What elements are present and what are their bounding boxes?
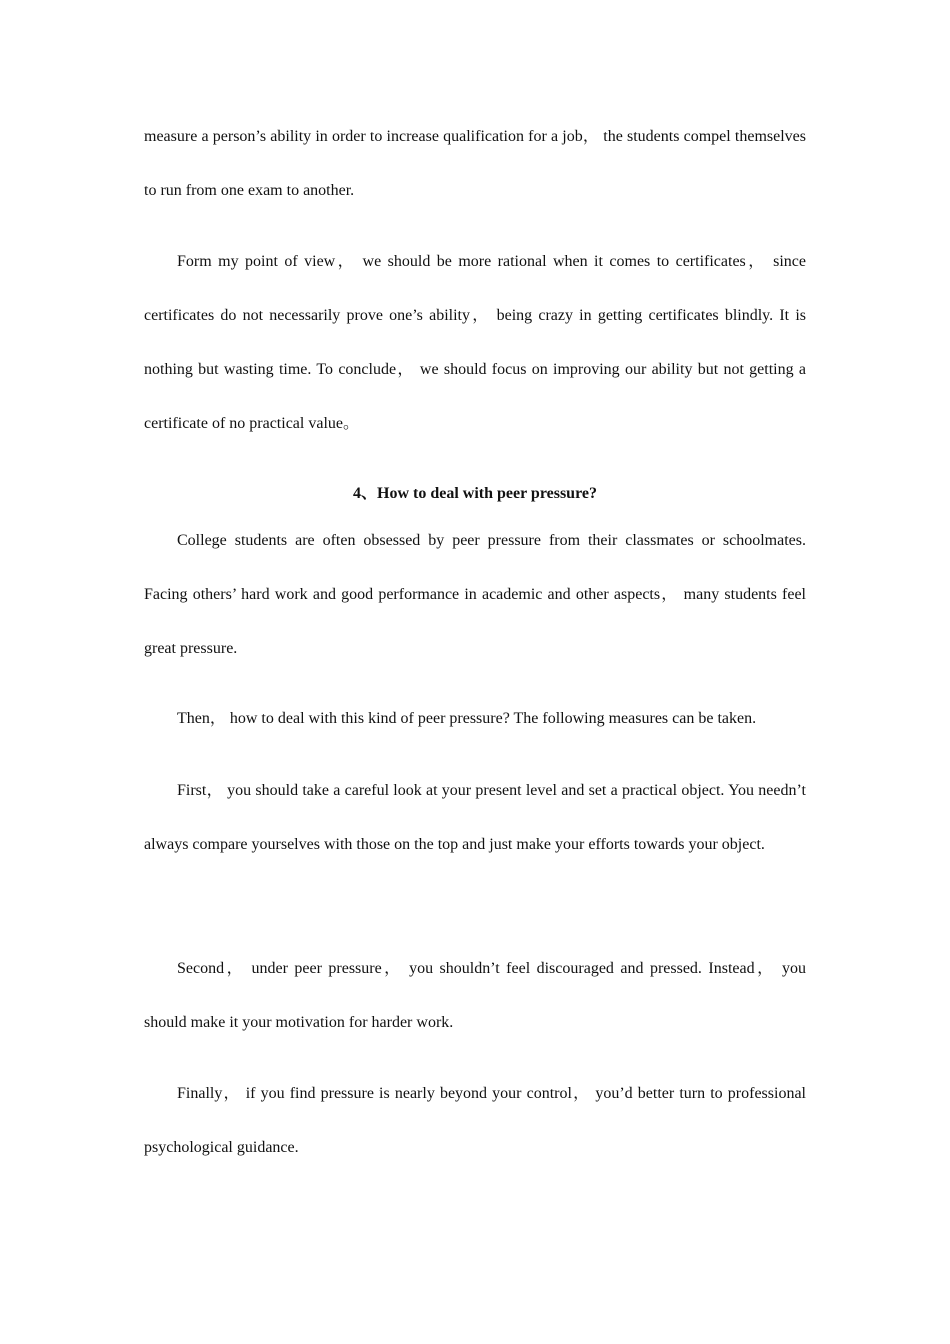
paragraph-text: First， you should take a careful look at your present level and set a practical object. You needn’t always compare yourselves with those on the top and just make your efforts towards your object. [144,782,806,853]
paragraph-text: Second， under peer pressure， you shouldn’t feel discouraged and pressed. Instead， you should make it your motivation for harder work. [144,960,806,1031]
paragraph-text: Form my point of view， we should be more rational when it comes to certificates， since certificates do not necessarily prove one’s ability， being crazy in getting certificates blindly. It is nothing but wasting time. To conclude， we should focus on improving our ability but not getting a certificate of no practical value。 [144,253,807,432]
paragraph-measures-intro [144,692,806,746]
paragraph-text: measure a person’s ability in order to increase qualification for a job， the students compel themselves to run from one exam to another. [144,128,806,199]
paragraph-second-measure [144,942,806,1050]
section-heading: 4、How to deal with peer pressure? [353,485,597,502]
paragraph-text: College students are often obsessed by peer pressure from their classmates or schoolmates. Facing others’ hard work and good performance in academic and other aspects， many students feel great pressure. [144,532,806,657]
paragraph-first-measure [144,764,806,872]
paragraph-text: Then， how to deal with this kind of peer pressure? The following measures can be taken. [177,710,757,727]
paragraph-peer-pressure-intro [144,514,806,676]
paragraph-point-of-view [144,235,806,451]
paragraph-text: Finally， if you find pressure is nearly beyond your control， you’d better turn to professional psychological guidance. [144,1085,806,1156]
paragraph-continuation [144,110,806,218]
paragraph-final-measure [144,1067,806,1175]
